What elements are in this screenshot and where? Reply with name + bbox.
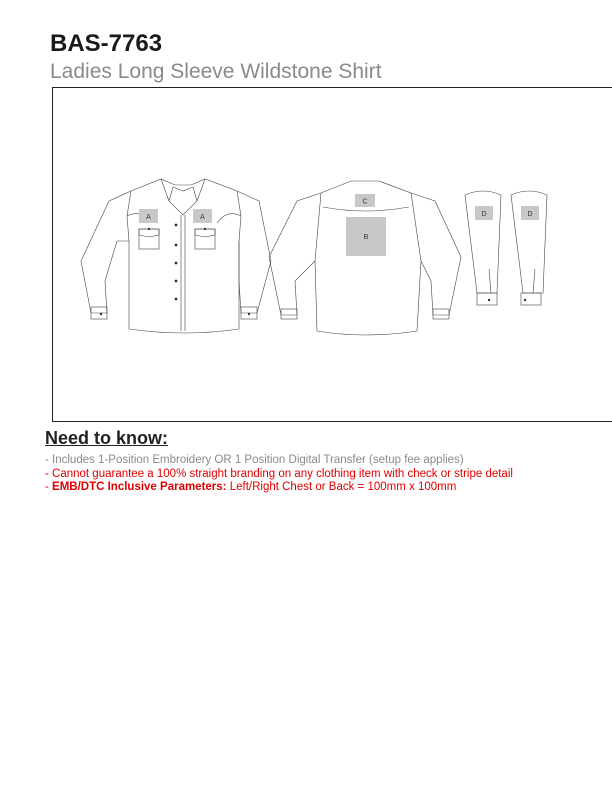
need-to-know-heading: Need to know: (45, 428, 169, 448)
placement-box-c (355, 194, 375, 207)
placement-box-d-left (475, 206, 493, 220)
label-a-left: A (146, 214, 151, 221)
label-a-right: A (200, 214, 205, 221)
label-b: B (363, 234, 369, 241)
placement-box-a-left (139, 209, 158, 223)
product-name: Ladies Long Sleeve Wildstone Shirt (50, 60, 382, 83)
label-c: C (362, 198, 368, 206)
note-line-3-rest: Left/Right Chest or Back = 100mm x 100mm (226, 481, 457, 493)
placement-box-b (346, 217, 386, 256)
garment-diagram-frame (52, 87, 612, 422)
note-line-1: - Includes 1-Position Embroidery OR 1 Position Digital Transfer (setup fee applies) (45, 454, 464, 466)
product-code: BAS-7763 (50, 30, 163, 57)
placement-box-a-right (193, 209, 212, 223)
notes-list (45, 454, 513, 495)
label-d-right: D (527, 211, 533, 218)
note-line-3 (45, 481, 513, 495)
shirt-front-drawing (81, 179, 271, 333)
label-d-left: D (481, 211, 487, 218)
note-line-2: - Cannot guarantee a 100% straight branding on any clothing item with check or stripe detail (45, 467, 513, 480)
garment-diagram (1, 1, 612, 793)
placement-box-d-right (521, 206, 539, 220)
note-line-3-prefix: - (45, 481, 53, 493)
note-line-3-bold: EMB/DTC Inclusive Parameters: (52, 481, 227, 493)
